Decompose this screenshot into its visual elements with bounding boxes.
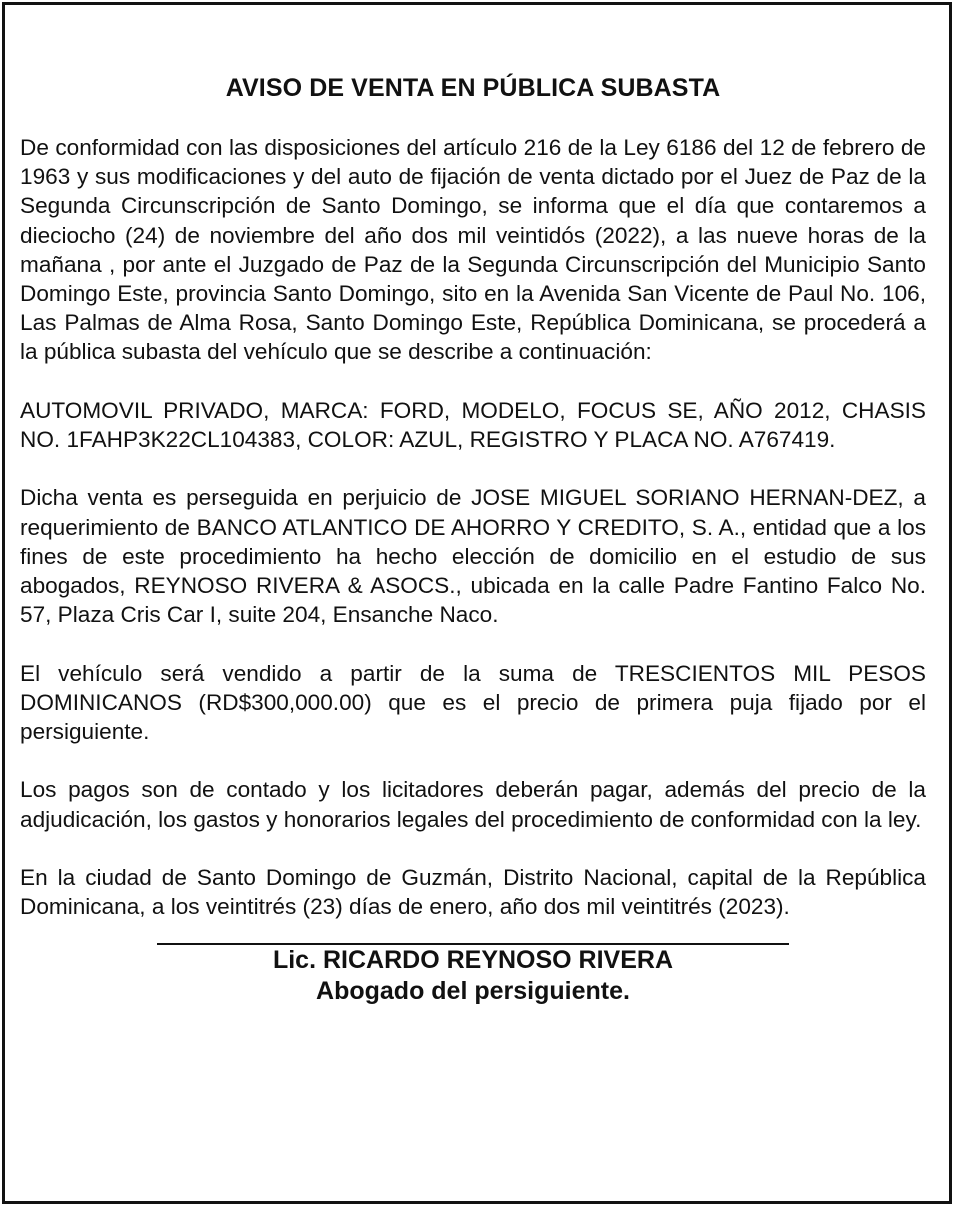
paragraph-parties: Dicha venta es perseguida en perjuicio de JOSE MIGUEL SORIANO HERNAN-DEZ, a requerimiento de BANCO ATLANTICO DE AHORRO Y CREDITO, S. A., entidad que a los fines de este procedimiento ha hecho elección de domicilio en el estudio de sus abogados, REYNOSO RIVERA & ASOCS., ubicada en la calle Padre Fantino Falco No. 57, Plaza Cris Car I, suite 204, Ensanche Naco. [20, 485, 926, 628]
paragraph-legal-basis: De conformidad con las disposiciones del artículo 216 de la Ley 6186 del 12 de febrero de 1963 y sus modificaciones y del auto de fijación de venta dictado por el Juez de Paz de la Segunda Circunscripción de Santo Domingo, se informa que el día que contaremos a dieciocho (24) de noviembre del año dos mil veintidós (2022), a las nueve horas de la mañana , por ante el Juzgado de Paz de la Segunda Circunscripción del Municipio Santo Domingo Este, provincia Santo Domingo, sito en la Avenida San Vicente de Paul No. 106, Las Palmas de Alma Rosa, Santo Domingo Este, República Dominicana, se procederá a la pública subasta del vehículo que se describe a continuación: [20, 135, 926, 365]
signature-name: Lic. RICARDO REYNOSO RIVERA [272, 945, 674, 974]
paragraph-starting-price: El vehículo será vendido a partir de la suma de TRESCIENTOS MIL PESOS DOMINICANOS (RD$300,000.00) que es el precio de primera puja fijado por el persiguiente. [20, 660, 926, 745]
signature-role: Abogado del persiguiente. [316, 976, 630, 1005]
paragraph-place-date: En la ciudad de Santo Domingo de Guzmán, Distrito Nacional, capital de la República Dominicana, a los veintitrés (23) días de enero, año dos mil veintitrés (2023). [20, 865, 926, 920]
notice-title: AVISO DE VENTA EN PÚBLICA SUBASTA [225, 74, 721, 102]
paragraph-vehicle-description: AUTOMOVIL PRIVADO, MARCA: FORD, MODELO, FOCUS SE, AÑO 2012, CHASIS NO. 1FAHP3K22CL104383, COLOR: AZUL, REGISTRO Y PLACA NO. A767419. [20, 397, 926, 453]
notice-content [20, 70, 926, 1007]
paragraph-payment-terms: Los pagos son de contado y los licitadores deberán pagar, además del precio de la adjudicación, los gastos y honorarios legales del procedimiento de conformidad con la ley. [20, 777, 926, 832]
